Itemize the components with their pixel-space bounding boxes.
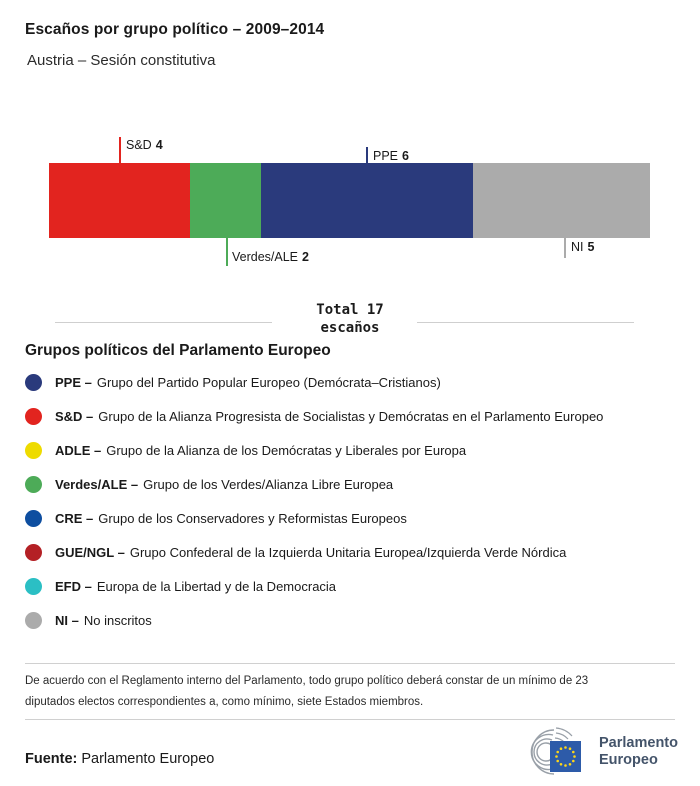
legend-desc: Grupo Confederal de la Izquierda Unitaria Europea/Izquierda Verde Nórdica <box>129 544 567 560</box>
ni-color-dot <box>25 612 42 629</box>
logo-line1: Parlamento <box>599 735 678 751</box>
callout-group-ni: NI <box>571 240 584 254</box>
legend-desc: Grupo de la Alianza Progresista de Socialistas y Demócratas en el Parlamento Europeo <box>98 408 604 424</box>
bar-segment-ppe <box>261 163 473 238</box>
callout-tick-ppe <box>366 147 368 163</box>
legend-desc: Europa de la Libertad y de la Democracia <box>96 578 337 594</box>
ppe-color-dot <box>25 374 42 391</box>
legend-key: ADLE – <box>55 442 102 458</box>
sd-color-dot <box>25 408 42 425</box>
verdes-color-dot <box>25 476 42 493</box>
logo-wordmark <box>599 735 678 769</box>
gue-color-dot <box>25 544 42 561</box>
callout-group-ppe: PPE <box>373 149 399 163</box>
callout-label-ni <box>571 240 594 254</box>
legend-item-ppe <box>25 365 685 399</box>
callout-seats-ni: 5 <box>587 240 595 254</box>
total-divider-right <box>417 322 634 323</box>
total-divider-left <box>55 322 272 323</box>
legend-desc: Grupo de la Alianza de los Demócratas y Liberales por Europa <box>106 442 467 458</box>
total-seats-label <box>270 301 430 337</box>
legend-item-ni <box>25 603 685 637</box>
legend-key: Verdes/ALE – <box>55 476 139 492</box>
legend-list <box>25 365 685 637</box>
efd-color-dot <box>25 578 42 595</box>
bar-segment-verdes <box>190 163 261 238</box>
legend-item-verdes <box>25 467 685 501</box>
legend-desc: Grupo de los Verdes/Alianza Libre Europea <box>143 476 394 492</box>
legend-item-sd <box>25 399 685 433</box>
footnote-divider-bottom <box>25 719 675 720</box>
legend-item-cre <box>25 501 685 535</box>
european-parliament-logo <box>508 726 678 778</box>
callout-seats-verdes: 2 <box>302 250 309 264</box>
total-line2: escaños <box>320 320 380 336</box>
legend-item-adle <box>25 433 685 467</box>
source-value: Parlamento Europeo <box>81 751 215 767</box>
callout-group-sd: S&D <box>126 138 152 152</box>
hemicycle-eu-flag-icon <box>508 726 592 778</box>
legend-key: CRE – <box>55 510 94 526</box>
source-label: Fuente: <box>25 751 78 767</box>
legend-desc: Grupo del Partido Popular Europeo (Demócrata–Cristianos) <box>96 374 441 390</box>
legend-key: GUE/NGL – <box>55 544 125 560</box>
cre-color-dot <box>25 510 42 527</box>
bar-segment-ni <box>473 163 650 238</box>
footnote-divider-top <box>25 663 675 664</box>
callout-seats-sd: 4 <box>155 138 163 152</box>
callout-group-verdes: Verdes/ALE <box>232 250 299 264</box>
legend-desc: Grupo de los Conservadores y Reformistas Europeos <box>98 510 407 526</box>
bar-segment-sd <box>49 163 190 238</box>
callout-tick-sd <box>119 137 121 163</box>
eu-flag <box>550 741 581 772</box>
page-subtitle: Austria – Sesión constitutiva <box>27 52 216 69</box>
logo-line2: Europeo <box>599 752 658 768</box>
source-line <box>25 751 214 767</box>
callout-label-verdes <box>232 250 309 264</box>
callout-label-sd <box>126 138 163 152</box>
total-line1: Total 17 <box>316 302 384 318</box>
callout-tick-verdes <box>226 238 228 266</box>
callout-seats-ppe: 6 <box>402 149 409 163</box>
seats-stacked-bar <box>49 163 650 238</box>
footnote-text: De acuerdo con el Reglamento interno del Parlamento, todo grupo político deberá constar de un mínimo de 23 diputados electos correspondientes a, como mínimo, siete Estados miembros. <box>25 675 589 708</box>
page-title: Escaños por grupo político – 2009–2014 <box>25 21 325 38</box>
legend-item-efd <box>25 569 685 603</box>
legend-key: S&D – <box>55 408 94 424</box>
legend-key: PPE – <box>55 374 92 390</box>
adle-color-dot <box>25 442 42 459</box>
legend-key: NI – <box>55 612 79 628</box>
callout-tick-ni <box>564 238 566 258</box>
callout-label-ppe <box>373 149 409 163</box>
legend-heading: Grupos políticos del Parlamento Europeo <box>25 342 331 359</box>
legend-item-gue <box>25 535 685 569</box>
legend-key: EFD – <box>55 578 92 594</box>
legend-desc: No inscritos <box>83 612 152 628</box>
